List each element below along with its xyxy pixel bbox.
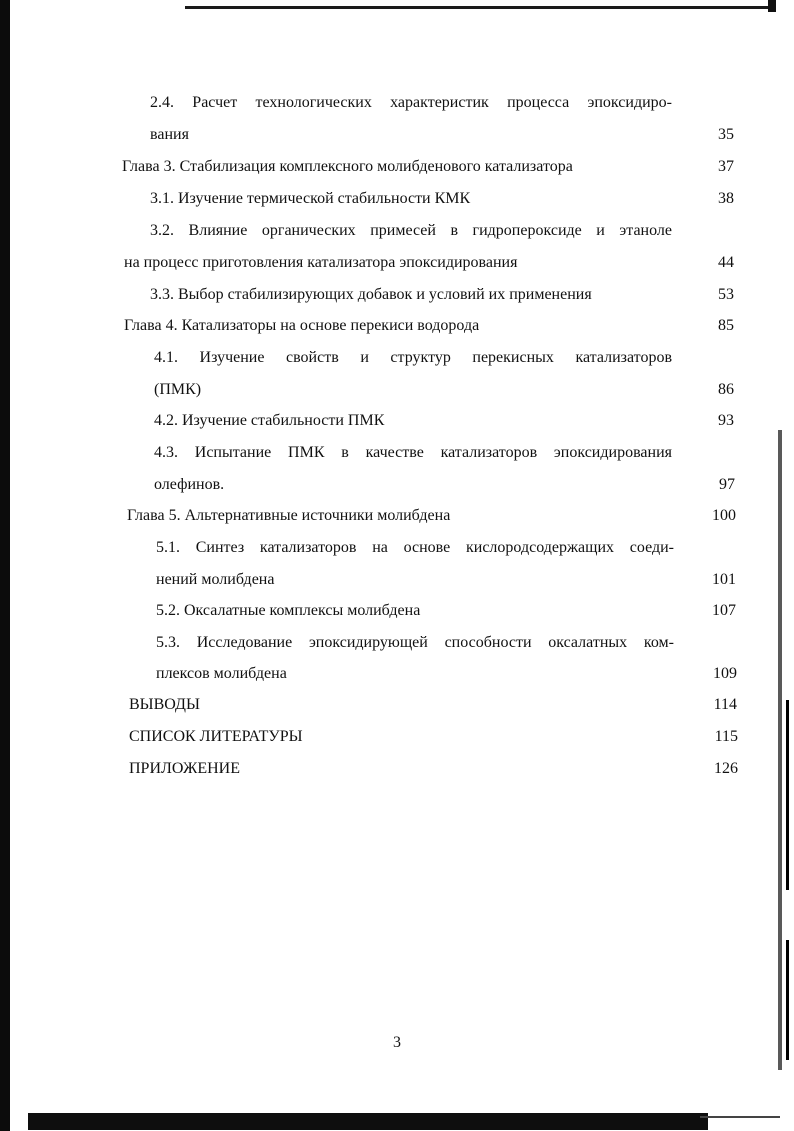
toc-references: СПИСОК ЛИТЕРАТУРЫ: [129, 728, 303, 745]
toc-chapter-5: Глава 5. Альтернативные источники молибдена: [127, 507, 451, 524]
toc-page-4-3: 97: [719, 476, 735, 493]
toc-page-4-1: 86: [718, 381, 734, 398]
toc-entry-4-3-line2: олефинов.: [154, 476, 225, 493]
toc-page-5-1: 101: [712, 571, 736, 588]
toc-appendix: ПРИЛОЖЕНИЕ: [129, 760, 241, 777]
page-number: 3: [393, 1034, 401, 1051]
toc-entry-4-1-line1: 4.1. Изучение свойств и структур перекисных катализаторов: [154, 349, 672, 366]
toc-entry-5-1-line1: 5.1. Синтез катализаторов на основе кислородсодержащих соеди-: [156, 539, 674, 556]
toc-entry-5-2: 5.2. Оксалатные комплексы молибдена: [156, 602, 421, 619]
toc-entry-4-3-line1: 4.3. Испытание ПМК в качестве катализаторов эпоксидирования: [154, 444, 672, 461]
toc-entry-4-2: 4.2. Изучение стабильности ПМК: [154, 412, 385, 429]
toc-entry-2-4-line2: вания: [150, 126, 189, 143]
toc-entry-5-3-line1: 5.3. Исследование эпоксидирующей способности оксалатных ком-: [156, 634, 674, 651]
toc-page-4-2: 93: [718, 412, 734, 429]
toc-entry-5-3-line2: плексов молибдена: [156, 665, 287, 682]
toc-page-2-4: 35: [718, 126, 734, 143]
toc-entry-4-1-line2: (ПМК): [154, 381, 202, 398]
toc-entry-3-2-line1: 3.2. Влияние органических примесей в гидропероксиде и этаноле: [150, 222, 672, 239]
toc-chapter-3: Глава 3. Стабилизация комплексного молибденового катализатора: [122, 158, 573, 175]
toc-entry-2-4-line1: 2.4. Расчет технологических характеристик процесса эпоксидиро-: [150, 94, 672, 111]
toc-page-5-2: 107: [712, 602, 736, 619]
toc-page-ch3: 37: [718, 158, 734, 175]
toc-entry-3-1: 3.1. Изучение термической стабильности КМК: [150, 190, 471, 207]
toc-page-conclusions: 114: [713, 696, 737, 713]
toc-page-3-1: 38: [718, 190, 734, 207]
toc-page-references: 115: [714, 728, 738, 745]
toc-page-ch5: 100: [712, 507, 736, 524]
toc-page-3-2: 44: [718, 254, 734, 271]
toc-conclusions: ВЫВОДЫ: [129, 696, 200, 713]
toc-entry-3-3: 3.3. Выбор стабилизирующих добавок и условий их применения: [150, 286, 592, 303]
toc-page-appendix: 126: [714, 760, 738, 777]
toc-page-3-3: 53: [718, 286, 734, 303]
toc-chapter-4: Глава 4. Катализаторы на основе перекиси водорода: [124, 317, 480, 334]
toc-page-5-3: 109: [713, 665, 737, 682]
toc-entry-5-1-line2: нений молибдена: [156, 571, 275, 588]
toc-page-ch4: 85: [718, 317, 734, 334]
toc-entry-3-2-line2: на процесс приготовления катализатора эпоксидирования: [124, 254, 518, 271]
